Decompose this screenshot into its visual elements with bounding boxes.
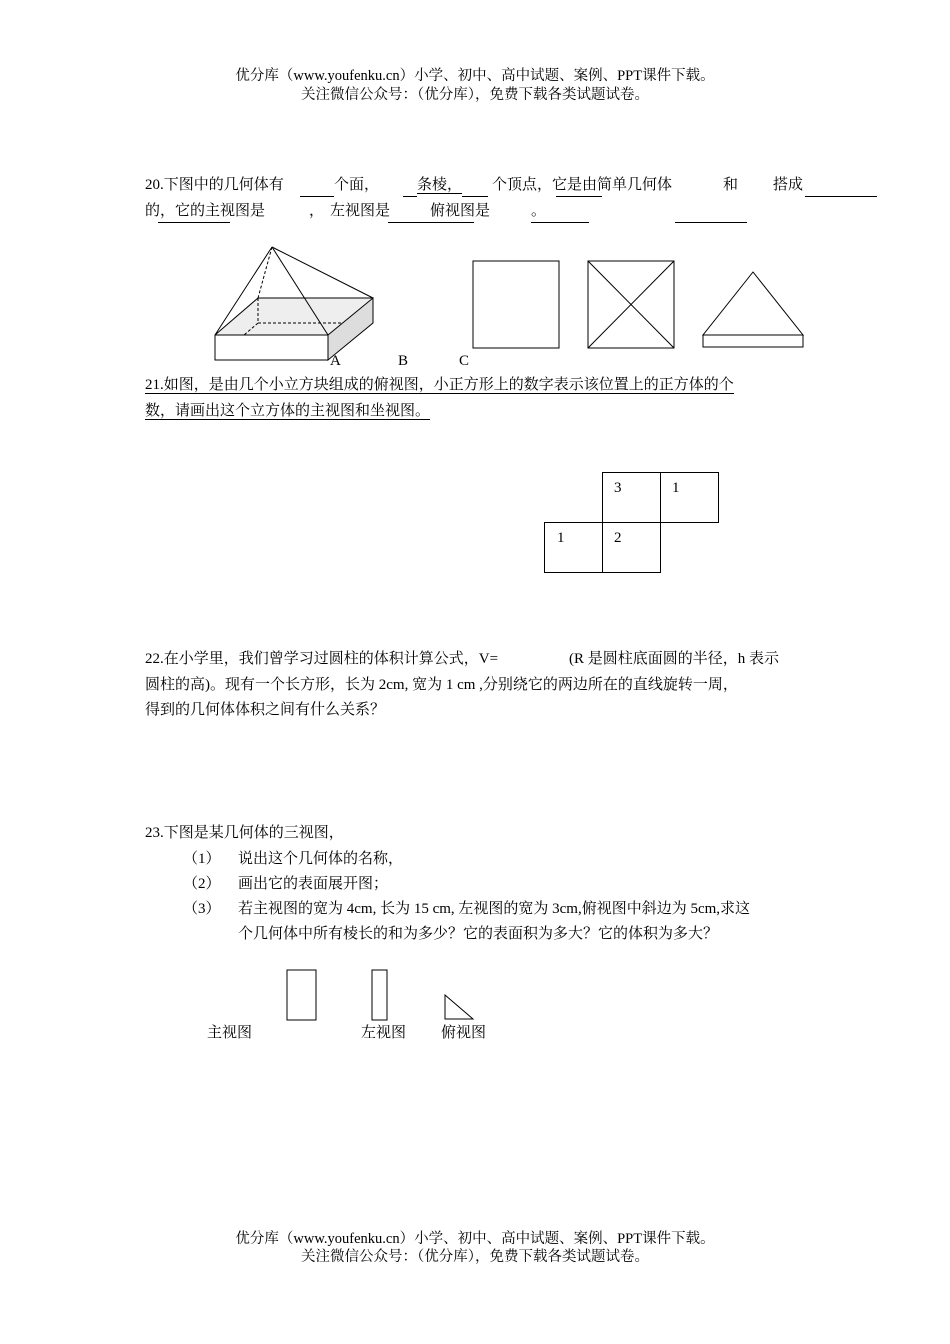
q21-cell-value: 1 — [672, 480, 680, 496]
q20-front-face — [215, 335, 328, 360]
q23-label-main-view: 主视图 — [207, 1025, 253, 1041]
q20-blank-top — [531, 222, 589, 223]
q21-cell-bottom-right — [602, 522, 661, 573]
q23-main-view-figure — [286, 969, 318, 1023]
q23-top-view-figure — [444, 994, 476, 1022]
q20-underline-d — [556, 196, 602, 197]
q20-text-2e: 。 — [531, 203, 547, 219]
q20-option-b-figure — [587, 260, 677, 350]
q20-text-1e: 和 — [723, 177, 739, 193]
q20-apex-edge-hidden — [258, 247, 272, 298]
q23-item-3-num: （3） — [183, 901, 221, 917]
q20-text-2b: ， — [309, 203, 325, 219]
q20-blank-solid — [805, 196, 877, 197]
q23-item-2-text: 画出它的表面展开图； — [238, 876, 389, 892]
q20-text-1f: 搭成 — [773, 177, 804, 193]
q21-line-2: 数，请画出这个立方体的主视图和坐视图。 — [145, 403, 431, 419]
q20-blank-faces — [300, 196, 334, 197]
footer-line-2: 关注微信公众号：（优分库），免费下载各类试题试卷。 — [301, 1249, 649, 1265]
q20-blank-edges — [403, 196, 417, 197]
q21-cell-bottom-left — [544, 522, 603, 573]
q21-cell-top-left — [602, 472, 661, 523]
q20-label-a: A — [330, 353, 341, 369]
q20-underline-left — [388, 222, 474, 223]
q20-text-2c: 左视图是 — [330, 203, 391, 219]
q23-item-3-cont: 个几何体中所有棱长的和为多少？它的表面积为多大？它的体积为多大？ — [238, 926, 719, 942]
q22-text-1b: (R 是圆柱底面圆的半径，h 表示 — [569, 651, 780, 667]
header-line-1: 优分库（www.youfenku.cn）小学、初中、高中试题、案例、PPT课件下载。 — [235, 68, 715, 84]
q21-cell-value: 2 — [614, 530, 622, 546]
q23-item-2-num: （2） — [183, 876, 221, 892]
q23-label-left-view: 左视图 — [361, 1025, 407, 1041]
q20-text-1a: 20.下图中的几何体有 — [145, 177, 284, 193]
q21-cell-value: 1 — [557, 530, 565, 546]
q20-label-c: C — [459, 353, 470, 369]
q21-line-1: 21.如图，是由几个小立方块组成的俯视图，小正方形上的数字表示该位置上的正方体的个 — [145, 377, 734, 393]
q22-line-3: 得到的几何体体积之间有什么关系？ — [145, 702, 386, 718]
q20-blank-vertices — [462, 196, 488, 197]
q23-item-1-num: （1） — [183, 851, 221, 867]
q21-cell-value: 3 — [614, 480, 622, 496]
q20-underline-main — [158, 222, 230, 223]
q20-text-1d: 个顶点，它是由简单几何体 — [492, 177, 673, 193]
q20-text-1b: 个面， — [334, 177, 380, 193]
q20-option-c-figure — [702, 270, 807, 350]
q23-item-3-text: 若主视图的宽为 4cm, 长为 15 cm, 左视图的宽为 3cm,俯视图中斜边为 5cm,求这 — [238, 901, 751, 917]
q20-option-a-figure — [472, 260, 562, 350]
q20-text-2a: 的，它的主视图是 — [145, 203, 266, 219]
q20-solid-figure — [212, 245, 377, 365]
q23-left-view-figure — [371, 969, 389, 1023]
q23-label-top-view: 俯视图 — [441, 1025, 487, 1041]
q22-line-2: 圆柱的高)。现有一个长方形，长为 2cm, 宽为 1 cm ,分别绕它的两边所在的直线旋转一周， — [145, 677, 738, 693]
q20-label-b: B — [398, 353, 409, 369]
header-line-2: 关注微信公众号：（优分库），免费下载各类试题试卷。 — [301, 87, 649, 103]
q23-intro: 23.下图是某几何体的三视图， — [145, 825, 344, 841]
q22-text-1a: 22.在小学里，我们曾学习过圆柱的体积计算公式，V= — [145, 651, 499, 667]
q20-blank-extra — [675, 222, 747, 223]
q20-text-2d: 俯视图是 — [430, 203, 491, 219]
footer-line-1: 优分库（www.youfenku.cn）小学、初中、高中试题、案例、PPT课件下载。 — [235, 1231, 715, 1247]
q20-text-1c: 条棱， — [417, 177, 463, 193]
q23-item-1-text: 说出这个几何体的名称， — [238, 851, 404, 867]
q21-cell-top-right — [660, 472, 719, 523]
q20-apex-edge-3 — [272, 247, 373, 298]
